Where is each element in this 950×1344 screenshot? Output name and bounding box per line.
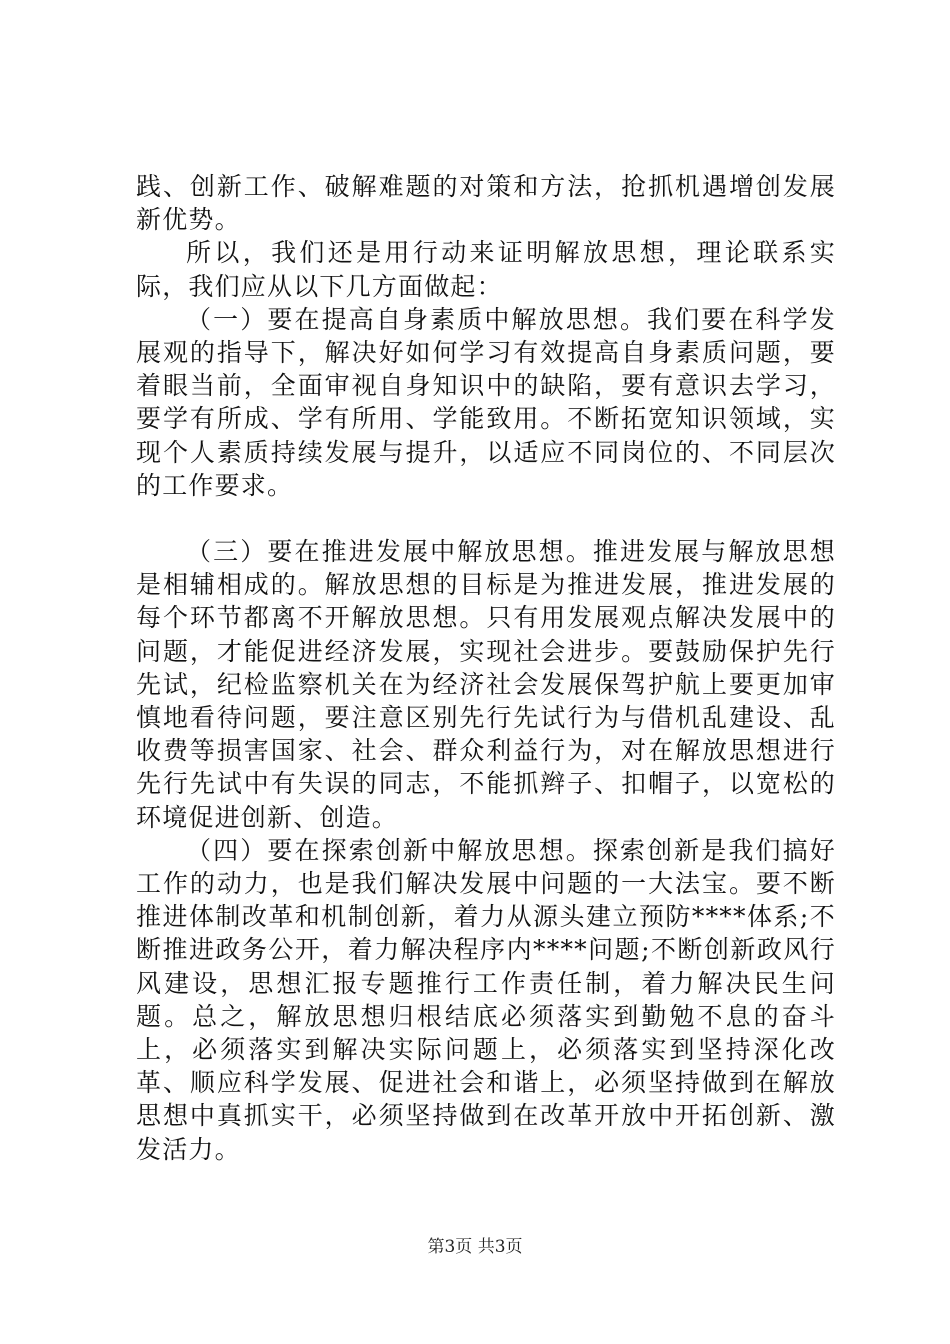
page-number-footer: 第3页 共3页 (427, 1237, 523, 1257)
paragraph-point-four: （四）要在探索创新中解放思想。探索创新是我们搞好工作的动力，也是我们解决发展中问题的一大法宝。要不断推进体制改革和机制创新，着力从源头建立预防****体系;不断推进政务公开，着力解决程序内****问题;不断创新政风行风建设，思想汇报专题推行工作责任制，着力解决民生问题。总之，解放思想归根结底必须落实到勤勉不息的奋斗上，必须落实到解决实际问题上，必须落实到坚持深化改革、顺应科学发展、促进社会和谐上，必须坚持做到在解放思想中真抓实干，必须坚持做到在改革开放中开拓创新、激发活力。 (136, 835, 836, 1164)
document-body (136, 170, 836, 1166)
paragraph-point-three: （三）要在推进发展中解放思想。推进发展与解放思想是相辅相成的。解放思想的目标是为推进发展，推进发展的每个环节都离不开解放思想。只有用发展观点解决发展中的问题，才能促进经济发展，实现社会进步。要鼓励保护先行先试，纪检监察机关在为经济社会发展保驾护航上要更加审慎地看待问题，要注意区别先行先试行为与借机乱建设、乱收费等损害国家、社会、群众利益行为，对在解放思想进行先行先试中有失误的同志，不能抓辫子、扣帽子，以宽松的环境促进创新、创造。 (136, 537, 836, 832)
paragraph-point-one: （一）要在提高自身素质中解放思想。我们要在科学发展观的指导下，解决好如何学习有效提高自身素质问题，要着眼当前，全面审视自身知识中的缺陷，要有意识去学习，要学有所成、学有所用、学能致用。不断拓宽知识领域，实现个人素质持续发展与提升，以适应不同岗位的、不同层次的工作要求。 (136, 304, 836, 500)
paragraph-continuation: 践、创新工作、破解难题的对策和方法，抢抓机遇增创发展新优势。 (136, 172, 836, 235)
paragraph-intro: 所以，我们还是用行动来证明解放思想，理论联系实际，我们应从以下几方面做起： (136, 238, 836, 301)
